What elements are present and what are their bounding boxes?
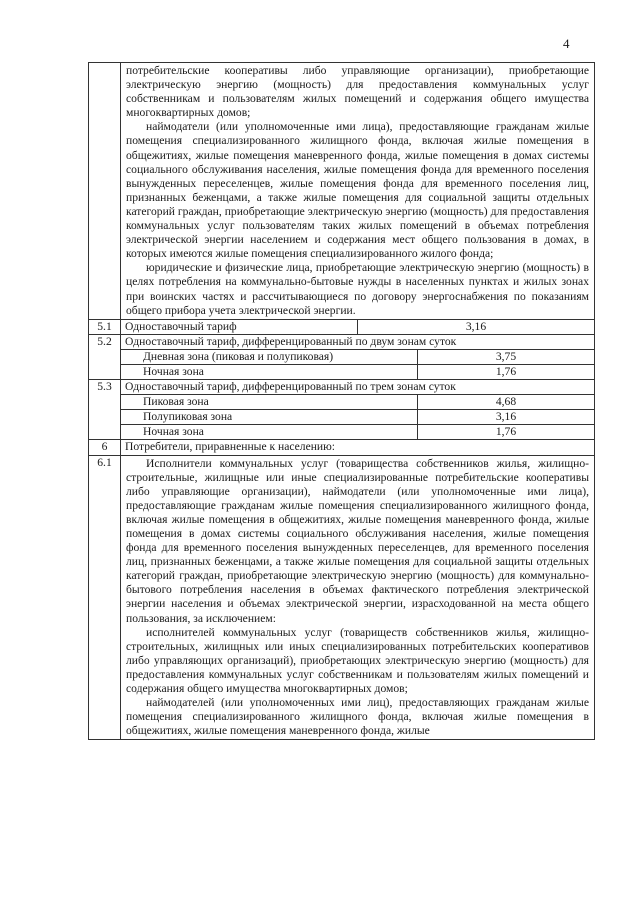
zone-row — [121, 364, 594, 379]
page-number: 4 — [563, 36, 570, 51]
section-text-cell — [121, 455, 595, 740]
zone-table — [121, 349, 594, 379]
row-label: Одноставочный тариф, дифференцированный по трем зонам суток — [125, 380, 456, 394]
zone-row — [121, 349, 594, 364]
row-content — [121, 334, 595, 379]
zone-row — [121, 410, 594, 425]
row-label: Потребители, приравненные к населению: — [121, 440, 595, 455]
zone-label: Ночная зона — [121, 425, 418, 440]
row-number: 5.3 — [89, 380, 121, 440]
zone-row — [121, 395, 594, 410]
row-value: 3,16 — [358, 319, 595, 334]
table-row-6 — [89, 440, 595, 455]
paragraph: Исполнители коммунальных услуг (товарищества собственников жилья, жилищно-строительные, жилищные или иные специализированные потребительские кооперативы либо управляющие организации), наймодатели (или уполномоченные ими лица), предоставляющие гражданам жилые помещения специализированного жилищного фонда, включая жилые помещения в общежитиях, жилые помещения маневренного фонда, жилые помещения в домах системы социального обслуживания населения, жилые помещения фонда для временного поселения вынужденных переселенцев, для временного поселения лиц, признанных беженцами, а также жилые помещения для социальной защиты отдельных категорий граждан, приобретающие электрическую энергию (мощность) для коммунально-бытового потребления населения в объемах фактического потребления электрической энергии населения и объемах электрической энергии, израсходованной на места общего пользования, за исключением: — [126, 456, 589, 625]
row-label: Одноставочный тариф — [121, 319, 358, 334]
zone-label: Ночная зона — [121, 364, 418, 379]
paragraph: исполнителей коммунальных услуг (товариществ собственников жилья, жилищно-строительных, жилищных или иных специализированных потребительских кооперативов либо управляющих организаций), приобретающих электрическую энергию (мощность) для предоставления коммунальных услуг собственникам и пользователям жилых помещений и содержания общего имущества многоквартирных домов; — [126, 625, 589, 696]
row-number: 6.1 — [89, 455, 121, 740]
table-row-continuation — [89, 63, 595, 320]
paragraph: наймодателей (или уполномоченных ими лиц), предоставляющих гражданам жилые помещения специализированного жилищного фонда, включая жилые помещения в общежитиях, жилые помещения маневренного фонда, жилые — [126, 696, 589, 738]
zone-value: 1,76 — [418, 364, 595, 379]
zone-value: 4,68 — [418, 395, 595, 410]
zone-value: 3,75 — [418, 349, 595, 364]
zone-table — [121, 394, 594, 439]
row-content — [121, 380, 595, 440]
zone-value: 1,76 — [418, 425, 595, 440]
row-number: 5.2 — [89, 334, 121, 379]
paragraph: потребительские кооперативы либо управляющие организации), приобретающие электрическую энергию (мощность) для предоставления коммунальных услуг собственникам и пользователям жилых помещений и содержания общего имущества многоквартирных домов; — [126, 64, 589, 120]
table-row-6-1 — [89, 455, 595, 740]
zone-row — [121, 425, 594, 440]
table-row-5-2 — [89, 334, 595, 379]
continuation-text-cell — [121, 63, 595, 320]
tariff-table — [88, 62, 595, 740]
row-label: Одноставочный тариф, дифференцированный по двум зонам суток — [125, 334, 457, 348]
zone-label: Пиковая зона — [121, 395, 418, 410]
row-number: 6 — [89, 440, 121, 455]
paragraph: юридические и физические лица, приобретающие электрическую энергию (мощность) в целях потребления на коммунально-бытовые нужды в населенных пунктах и жилых зонах при воинских частях и рассчитывающиеся по договору энергоснабжения по показаниям общего прибора учета электрической энергии. — [126, 261, 589, 317]
row-number-cell — [89, 63, 121, 320]
zone-value: 3,16 — [418, 410, 595, 425]
zone-label: Полупиковая зона — [121, 410, 418, 425]
paragraph: наймодатели (или уполномоченные ими лица), предоставляющие гражданам жилые помещения специализированного жилищного фонда, включая жилые помещения в общежитиях, жилые помещения маневренного фонда, жилые помещения в домах системы социального обслуживания населения, жилые помещения фонда для временного поселения вынужденных переселенцев, жилые помещения фонда для временного поселения лиц, признанных беженцами, а также жилые помещения для социальной защиты отдельных категорий граждан, приобретающие электрическую энергию (мощность) для предоставления коммунальных услуг пользователям таких жилых помещений в объемах потребления электрической энергии населением и содержания мест общего пользования в домах, в которых имеются жилые помещения специализированного жилого фонда; — [126, 120, 589, 261]
table-row-5-3 — [89, 380, 595, 440]
zone-label: Дневная зона (пиковая и полупиковая) — [121, 349, 418, 364]
row-number: 5.1 — [89, 319, 121, 334]
table-row-5-1 — [89, 319, 595, 334]
